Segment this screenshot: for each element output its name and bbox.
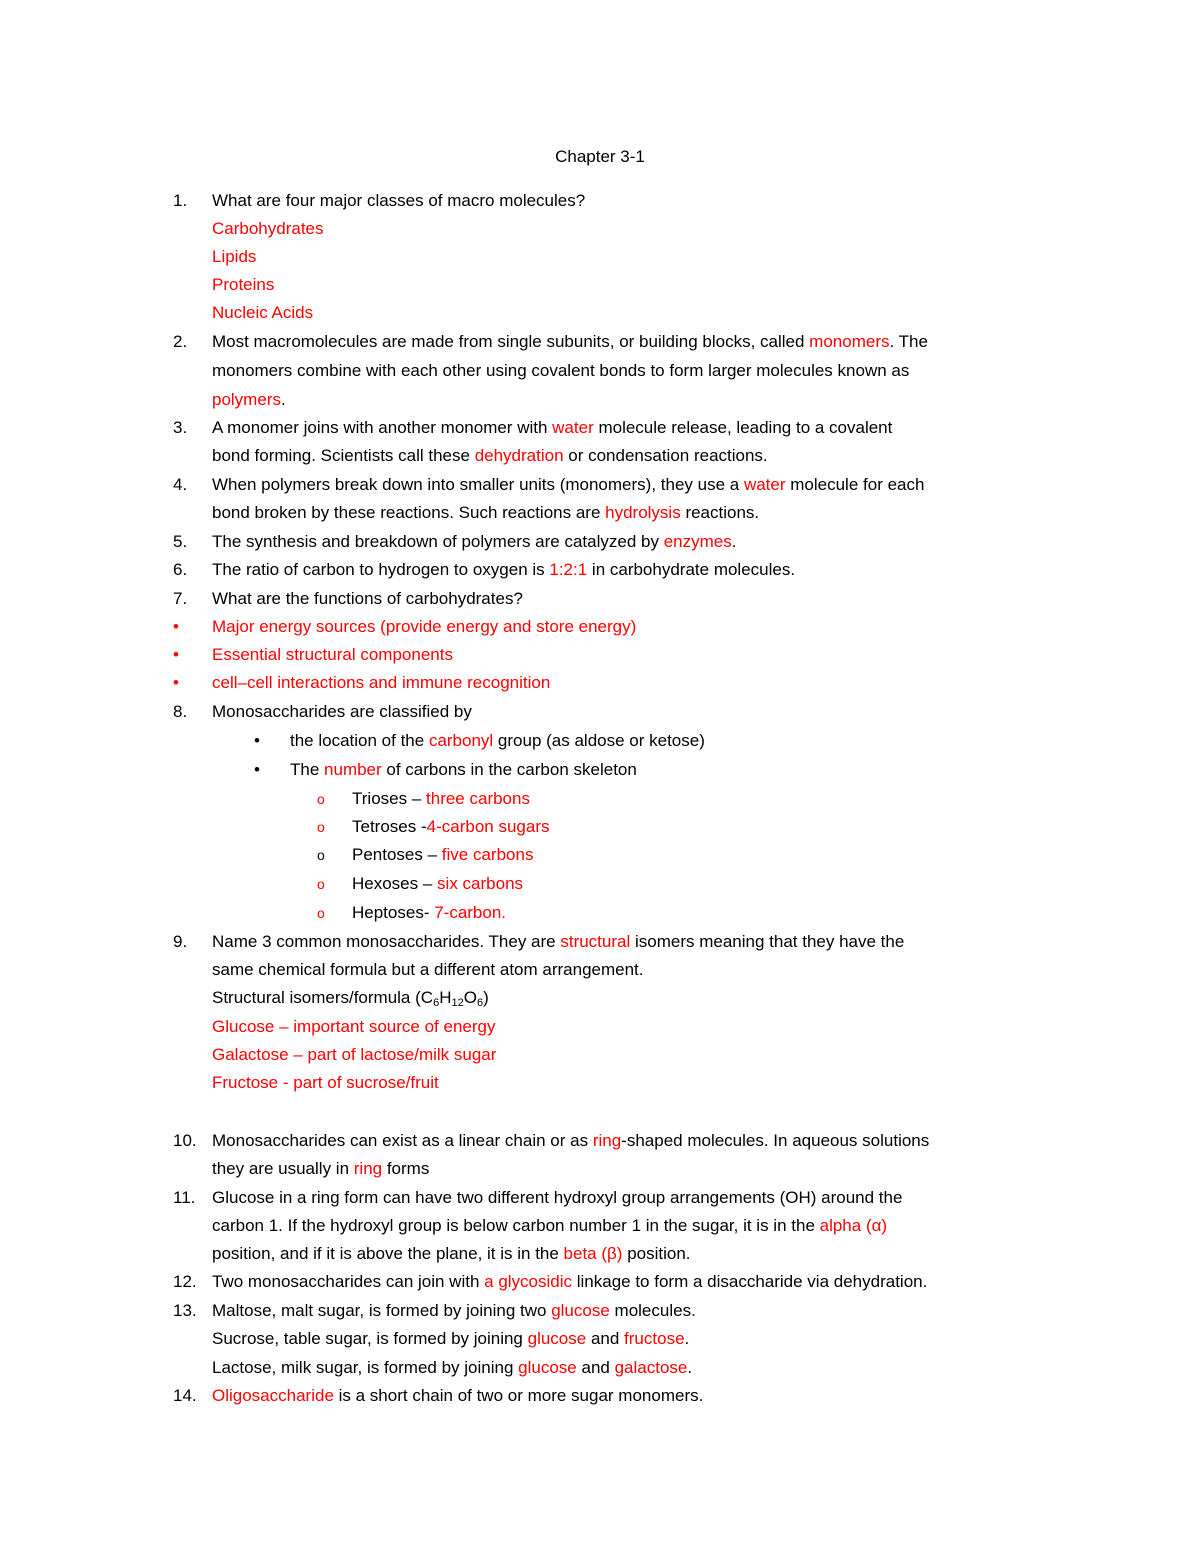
answer-1-proteins: Proteins (212, 275, 275, 294)
item-number-1: 1. (173, 191, 188, 210)
question-5: The synthesis and breakdown of polymers are catalyzed by enzymes. (212, 532, 737, 551)
question-8-bullet-2: The number of carbons in the carbon skeleton (290, 760, 637, 779)
sub-bullet-trioses: o (317, 791, 325, 807)
answer-9-glucose: Glucose – important source of energy (212, 1017, 496, 1036)
item-number-6: 6. (173, 560, 188, 579)
question-4-line-2: bond broken by these reactions. Such reactions are hydrolysis reactions. (212, 503, 760, 522)
sub-item-heptoses: Heptoses- 7-carbon. (352, 903, 507, 922)
question-10-line-2: they are usually in ring forms (212, 1159, 430, 1178)
question-9-line-1: Name 3 common monosaccharides. They are structural isomers meaning that they have the (212, 932, 905, 951)
item-number-14: 14. (173, 1386, 197, 1405)
item-number-4: 4. (173, 475, 188, 494)
sub-item-tetroses: Tetroses -4-carbon sugars (352, 817, 550, 836)
question-7: What are the functions of carbohydrates? (212, 589, 523, 608)
question-11-line-2: carbon 1. If the hydroxyl group is below carbon number 1 in the sugar, it is in the alpha (α) (212, 1216, 888, 1235)
question-9-formula: Structural isomers/formula $(C_6H_{12}O_6)$ (212, 988, 489, 1009)
bullet-8-2: • (254, 760, 260, 779)
question-3-line-2: bond forming. Scientists call these dehydration or condensation reactions. (212, 446, 768, 465)
item-number-2: 2. (173, 332, 188, 351)
answer-1-carbohydrates: Carbohydrates (212, 219, 324, 238)
item-number-13: 13. (173, 1301, 197, 1320)
question-1: What are four major classes of macro molecules? (212, 191, 586, 210)
question-11-line-1: Glucose in a ring form can have two different hydroxyl group arrangements (OH) around the (212, 1188, 903, 1207)
bullet-7-3: • (173, 673, 179, 692)
answer-7-3: cell–cell interactions and immune recognition (212, 673, 551, 692)
item-number-8: 8. (173, 702, 188, 721)
bullet-8-1: • (254, 731, 260, 750)
question-13-maltose: Maltose, malt sugar, is formed by joining two glucose molecules. (212, 1301, 696, 1320)
question-2-line-1: Most macromolecules are made from single subunits, or building blocks, called monomers. The (212, 332, 928, 351)
question-8: Monosaccharides are classified by (212, 702, 472, 721)
sub-bullet-hexoses: o (317, 876, 325, 892)
question-8-bullet-1: the location of the carbonyl group (as aldose or ketose) (290, 731, 705, 750)
bullet-7-1: • (173, 617, 179, 636)
answer-7-2: Essential structural components (212, 645, 453, 664)
question-2-line-3: polymers. (212, 390, 286, 409)
item-number-10: 10. (173, 1131, 197, 1150)
sub-bullet-tetroses: o (317, 819, 325, 835)
item-number-9: 9. (173, 932, 188, 951)
question-3-line-1: A monomer joins with another monomer with water molecule release, leading to a covalent (212, 418, 893, 437)
answer-1-lipids: Lipids (212, 247, 257, 266)
answer-9-galactose: Galactose – part of lactose/milk sugar (212, 1045, 497, 1064)
item-number-5: 5. (173, 532, 188, 551)
sub-bullet-heptoses: o (317, 905, 325, 921)
item-number-3: 3. (173, 418, 188, 437)
question-6: The ratio of carbon to hydrogen to oxygen is 1:2:1 in carbohydrate molecules. (212, 560, 796, 579)
question-10-line-1: Monosaccharides can exist as a linear chain or as ring-shaped molecules. In aqueous solutions (212, 1131, 930, 1150)
question-4-line-1: When polymers break down into smaller units (monomers), they use a water molecule for each (212, 475, 925, 494)
question-14: Oligosaccharide is a short chain of two or more sugar monomers. (212, 1386, 704, 1405)
answer-9-fructose: Fructose - part of sucrose/fruit (212, 1073, 439, 1092)
sub-item-pentoses: Pentoses – five carbons (352, 845, 534, 864)
bullet-7-2: • (173, 645, 179, 664)
question-12: Two monosaccharides can join with a glycosidic linkage to form a disaccharide via dehydration. (212, 1272, 928, 1291)
question-13-sucrose: Sucrose, table sugar, is formed by joining glucose and fructose. (212, 1329, 690, 1348)
question-11-line-3: position, and if it is above the plane, it is in the beta (β) position. (212, 1244, 691, 1263)
question-9-line-2: same chemical formula but a different atom arrangement. (212, 960, 644, 979)
question-13-lactose: Lactose, milk sugar, is formed by joining glucose and galactose. (212, 1358, 693, 1377)
page-title: Chapter 3-1 (555, 147, 645, 166)
sub-item-hexoses: Hexoses – six carbons (352, 874, 524, 893)
item-number-11: 11. (173, 1188, 196, 1207)
answer-7-1: Major energy sources (provide energy and store energy) (212, 617, 637, 636)
sub-item-trioses: Trioses – three carbons (352, 789, 530, 808)
answer-1-nucleic-acids: Nucleic Acids (212, 303, 314, 322)
sub-bullet-pentoses: o (317, 847, 325, 863)
item-number-7: 7. (173, 589, 188, 608)
item-number-12: 12. (173, 1272, 197, 1291)
question-2-line-2: monomers combine with each other using covalent bonds to form larger molecules known as (212, 361, 910, 380)
